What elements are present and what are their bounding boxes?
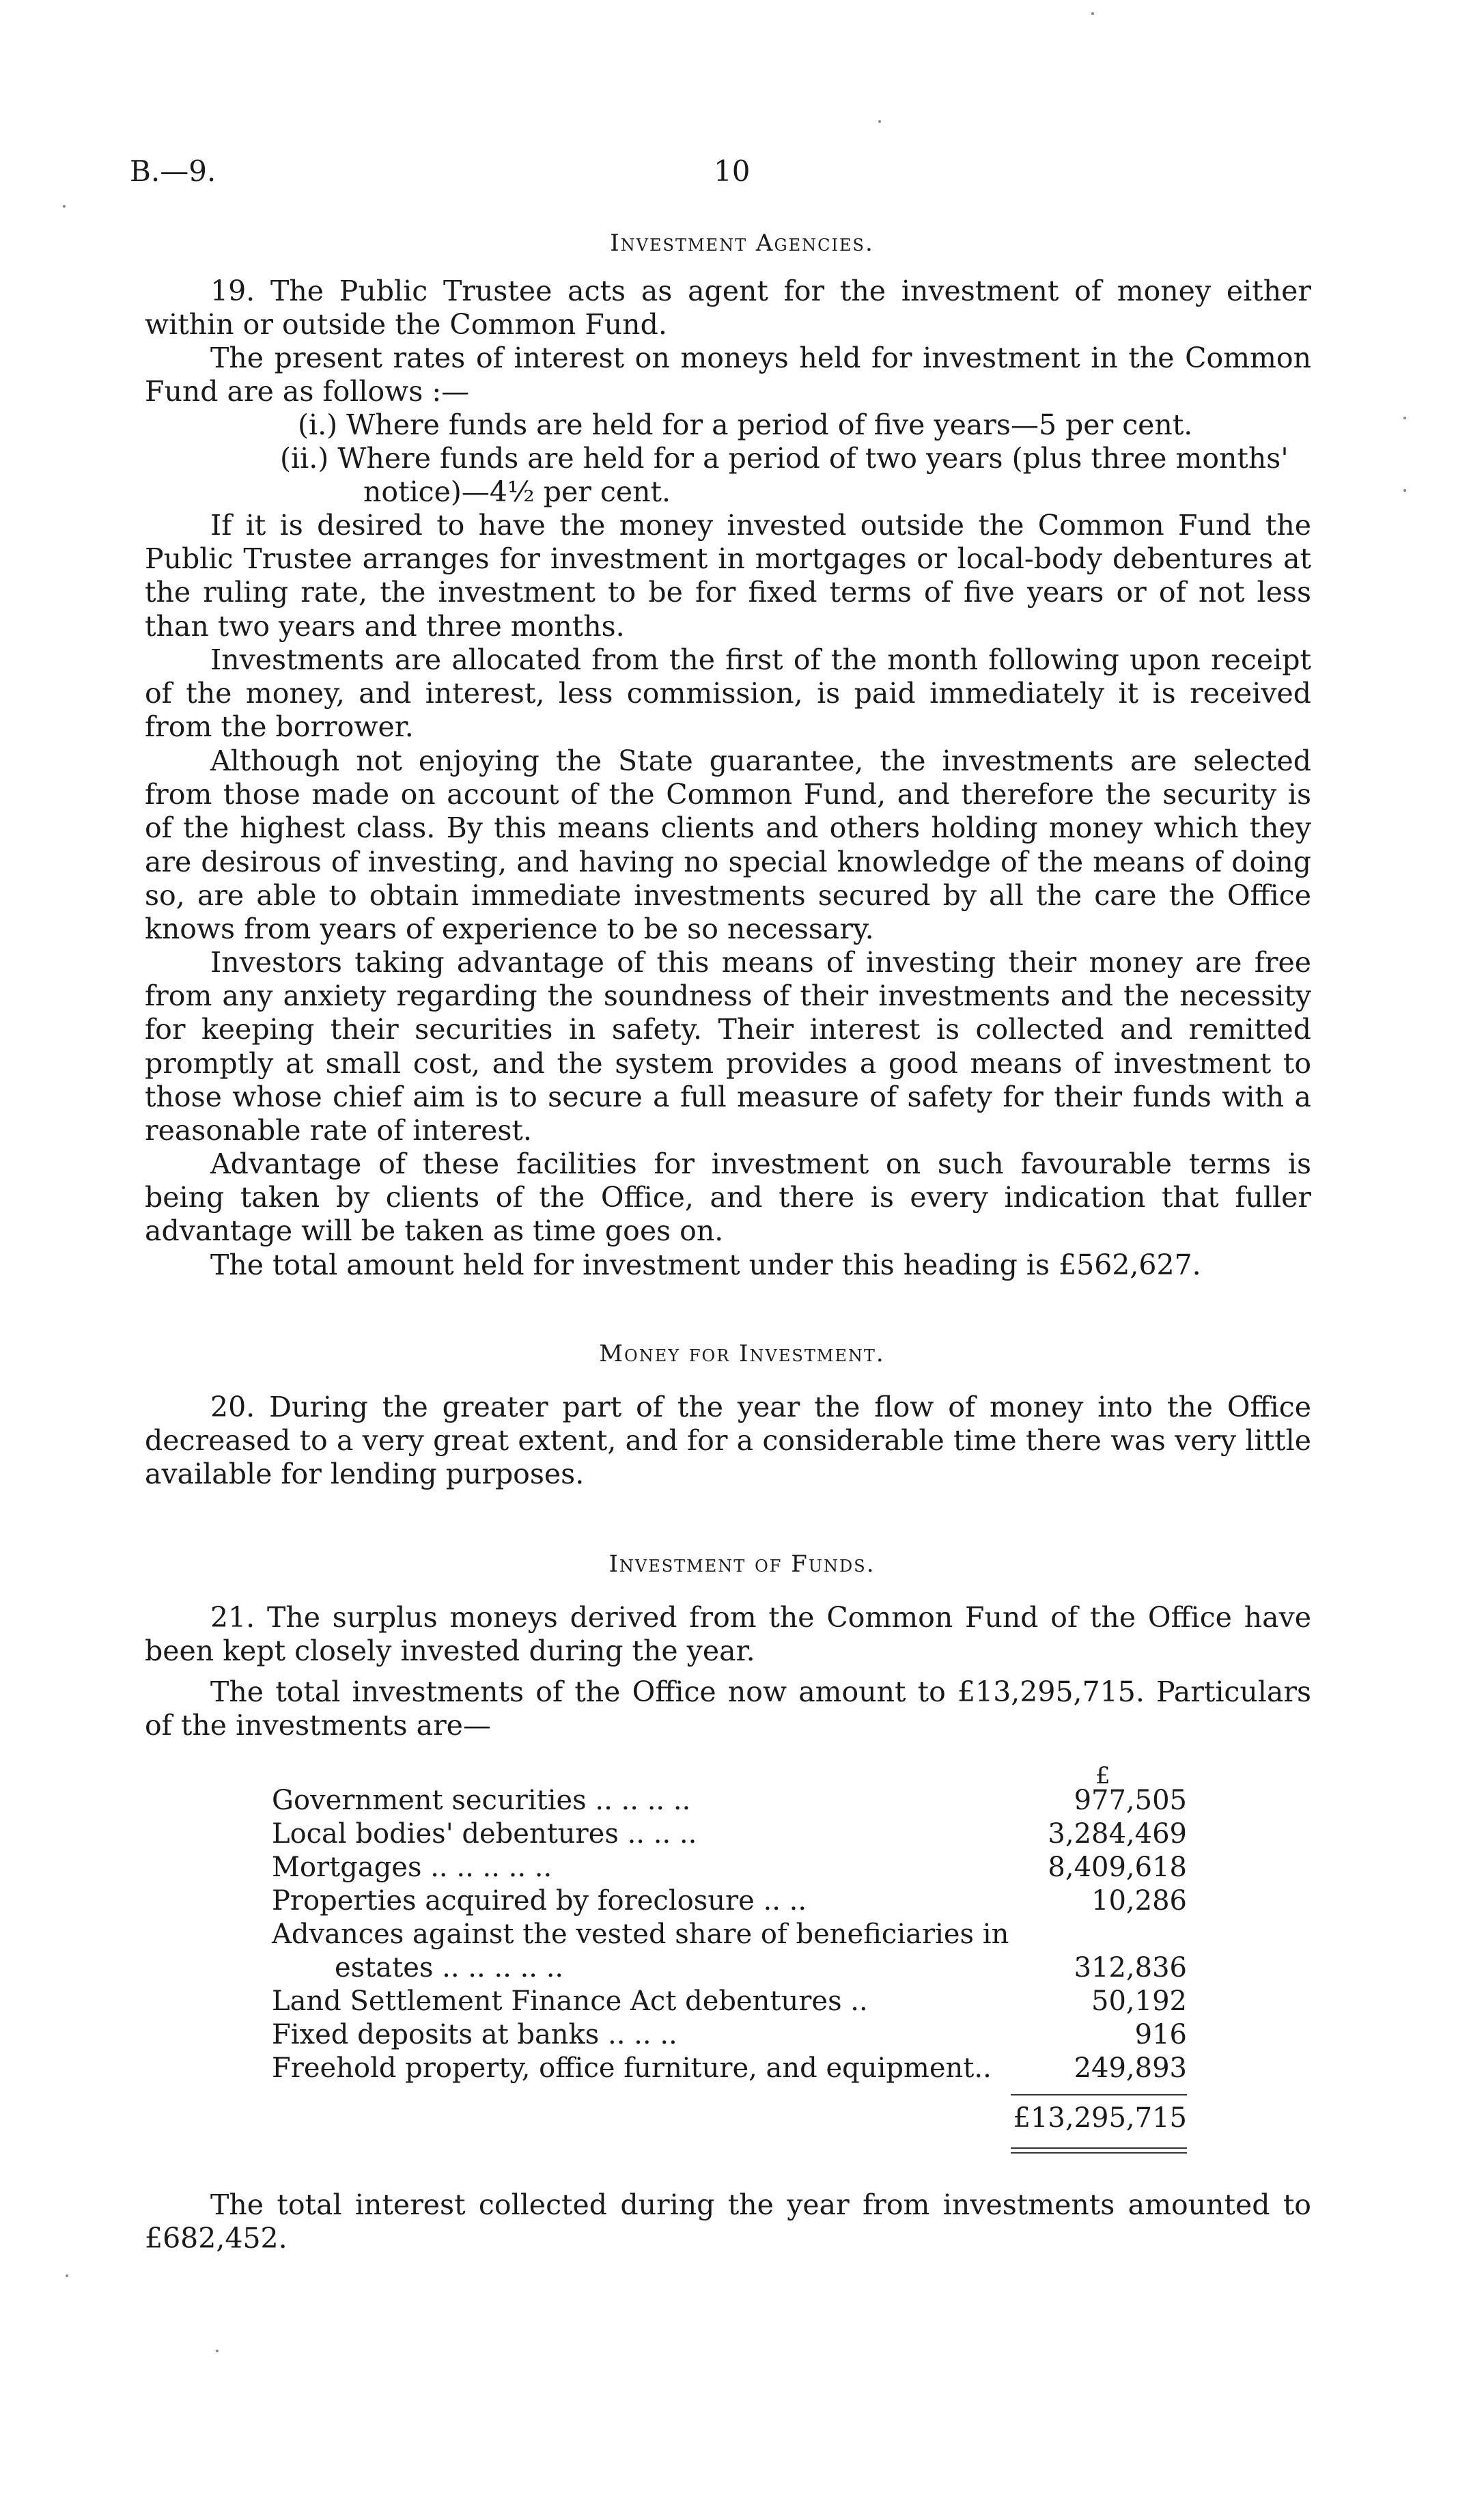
investment-amount: 10,286 bbox=[1091, 1885, 1187, 1917]
investment-label: estates .. .. .. .. .. bbox=[335, 1952, 564, 1983]
investment-label: Properties acquired by foreclosure .. .. bbox=[272, 1885, 807, 1917]
investment-row bbox=[272, 1884, 1187, 1918]
sum-rule bbox=[1011, 2094, 1187, 2095]
paragraph-rates-intro bbox=[145, 342, 1311, 408]
investment-amount: 3,284,469 bbox=[1048, 1818, 1187, 1850]
investment-label: Land Settlement Finance Act debentures .. bbox=[272, 1986, 868, 2017]
section-heading-investment-of-funds: Investment of Funds. bbox=[608, 1550, 876, 1578]
investment-row bbox=[272, 1985, 1187, 2018]
paragraph-21 bbox=[145, 1601, 1311, 1668]
paragraph-text: The total interest collected during the year from investments amounted to £682,452. bbox=[145, 2188, 1311, 2255]
investment-label: Government securities .. .. .. .. bbox=[272, 1785, 691, 1816]
section-heading-investment-agencies: Investment Agencies. bbox=[610, 229, 874, 257]
investment-row bbox=[272, 2052, 1187, 2085]
investment-row bbox=[272, 1851, 1187, 1884]
paragraph-text: The total amount held for investment under this heading is £562,627. bbox=[210, 1249, 1201, 1281]
paragraph-total-held bbox=[145, 1249, 1311, 1282]
investment-amount: 916 bbox=[1134, 2019, 1187, 2050]
paragraph-text: If it is desired to have the money invested outside the Common Fund the Public Trustee arranges for investment in mortgages or local-body debentures at the ruling rate, the investment to be for fixed terms of five years or of not less than two years and three months. bbox=[145, 509, 1311, 643]
currency-column-header: £ bbox=[1095, 1762, 1110, 1789]
paragraph-total-investments bbox=[145, 1675, 1311, 1742]
investment-label: Advances against the vested share of beneficiaries in bbox=[272, 1919, 1009, 1950]
investment-row bbox=[272, 1918, 1187, 1951]
paragraph-text: 19. The Public Trustee acts as agent for the investment of money either within or outside the Common Fund. bbox=[145, 275, 1311, 342]
investment-label: Fixed deposits at banks .. .. .. bbox=[272, 2019, 677, 2050]
paragraph-19 bbox=[145, 275, 1311, 342]
investment-amount: 312,836 bbox=[1074, 1952, 1187, 1983]
investment-row bbox=[272, 1951, 1187, 1985]
investment-row bbox=[272, 2018, 1187, 2052]
investment-row bbox=[272, 1817, 1187, 1851]
paragraph-text: Investments are allocated from the first of the month following upon receipt of the money, and interest, less commission, is paid immediately it is received from the borrower. bbox=[145, 643, 1311, 744]
paragraph-outside-common-fund bbox=[145, 509, 1311, 643]
paragraph-interest-collected bbox=[145, 2188, 1311, 2255]
investment-amount: 249,893 bbox=[1074, 2052, 1187, 2084]
investment-label: Mortgages .. .. .. .. .. bbox=[272, 1852, 552, 1883]
investment-amount: 977,505 bbox=[1074, 1785, 1187, 1816]
paragraph-investors bbox=[145, 946, 1311, 1147]
investment-amount: 8,409,618 bbox=[1048, 1852, 1187, 1883]
investment-row bbox=[272, 1784, 1187, 1817]
investment-amount: 50,192 bbox=[1091, 1986, 1187, 2017]
rate-item-ii-line2: notice)—4½ per cent. bbox=[363, 475, 671, 508]
double-rule-bottom bbox=[1011, 2152, 1187, 2154]
paragraph-text: The total investments of the Office now amount to £13,295,715. Particulars of the investments are— bbox=[145, 1675, 1311, 1742]
investment-label: Freehold property, office furniture, and equipment.. bbox=[272, 2052, 992, 2084]
double-rule-top bbox=[1011, 2147, 1187, 2149]
paragraph-text: 20. During the greater part of the year the flow of money into the Office decreased to a very great extent, and for a considerable time there was very little available for lending purposes. bbox=[145, 1391, 1311, 1491]
rate-item-i: (i.) Where funds are held for a period of five years—5 per cent. bbox=[298, 408, 1193, 441]
investments-total: £13,295,715 bbox=[1013, 2102, 1187, 2134]
page-number: 10 bbox=[714, 154, 751, 188]
paragraph-text: Investors taking advantage of this means of investing their money are free from any anxiety regarding the soundness of their investments and the necessity for keeping their securities in safety. Their interest is collected and remitted promptly at small cost, and the system provides a good means of investment to those whose chief aim is to secure a full measure of safety for their funds with a reasonable rate of interest. bbox=[145, 946, 1311, 1147]
paragraph-text: Advantage of these facilities for investment on such favourable terms is being taken by clients of the Office, and there is every indication that fuller advantage will be taken as time goes on. bbox=[145, 1147, 1311, 1248]
paragraph-text: The present rates of interest on moneys held for investment in the Common Fund are as follows :— bbox=[145, 342, 1311, 408]
paragraph-20 bbox=[145, 1391, 1311, 1492]
report-code: B.—9. bbox=[130, 154, 216, 188]
section-heading-money-for-investment: Money for Investment. bbox=[599, 1340, 885, 1367]
paragraph-state-guarantee bbox=[145, 744, 1311, 946]
paragraph-text: Although not enjoying the State guarantee, the investments are selected from those made on account of the Common Fund, and therefore the security is of the highest class. By this means clients and others holding money which they are desirous of investing, and having no special knowledge of the means of doing so, are able to obtain immediate investments secured by all the care the Office knows from years of experience to be so necessary. bbox=[145, 744, 1311, 946]
paragraph-advantage bbox=[145, 1147, 1311, 1249]
rate-item-ii-line1: (ii.) Where funds are held for a period of two years (plus three months' bbox=[280, 442, 1289, 475]
paragraph-text: 21. The surplus moneys derived from the Common Fund of the Office have been kept closely invested during the year. bbox=[145, 1601, 1311, 1668]
investment-label: Local bodies' debentures .. .. .. bbox=[272, 1818, 697, 1850]
paragraph-allocation bbox=[145, 643, 1311, 744]
